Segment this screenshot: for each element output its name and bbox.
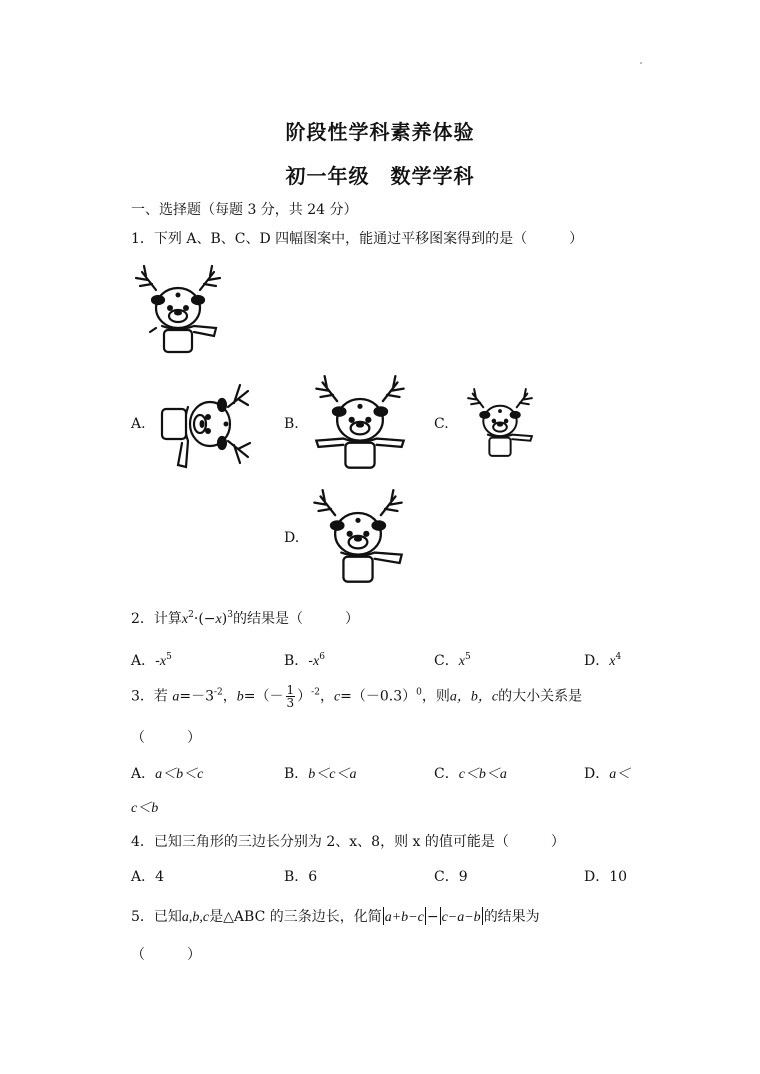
q3-exp-2: -2 — [311, 687, 320, 698]
question-3-stem — [131, 684, 582, 709]
q3-sep-1: ， — [222, 688, 237, 705]
q2-c-var: x — [458, 654, 465, 669]
q3-b-label: B． — [284, 766, 309, 782]
q3-b-close: ） — [297, 688, 312, 705]
q5-minus: − — [426, 909, 439, 925]
option-b-deer-image — [308, 372, 412, 476]
q5-vars: a,b,c — [181, 910, 210, 925]
q5-tail: 的结果为 — [483, 909, 540, 925]
q5-abs-1: a+b−c — [384, 910, 424, 925]
q1-option-c-label: C. — [434, 416, 449, 432]
q2-exp-3: 3 — [227, 610, 233, 620]
q5-prefix: 5．已知 — [131, 909, 182, 925]
q2-tail: 的结果是（ ） — [232, 611, 359, 627]
q3-d-expr: a＜ — [609, 767, 631, 782]
abs-bar-right — [425, 907, 426, 925]
q3-exp-1: -2 — [214, 687, 223, 698]
q1-option-a-label: A. — [131, 416, 146, 432]
q2-b-var: x — [313, 654, 320, 669]
q2-a-exp: 5 — [166, 652, 172, 662]
q2-b-sign: - — [308, 653, 314, 669]
q2-a-label: A． — [131, 653, 156, 669]
q2-b-exp: 6 — [319, 652, 325, 662]
q3-c-label: C． — [434, 766, 459, 782]
q5-answer-paren: （ ） — [131, 947, 201, 963]
q3-var-c: c — [333, 689, 341, 705]
abs-bar-right-2 — [482, 907, 483, 925]
page-subtitle: 初一年级 数学学科 — [285, 164, 475, 188]
q3-option-c — [434, 763, 507, 783]
q2-a-var: x — [159, 654, 167, 669]
q3-c-value: =（－0.3） — [340, 688, 417, 705]
q4-option-a: A．4 — [131, 869, 165, 885]
q3-option-b — [284, 763, 357, 783]
q2-d-var: x — [609, 654, 616, 669]
q3-fraction — [286, 684, 296, 709]
q3-a-label: A． — [131, 766, 156, 782]
question-1-stem: 1．下列 A、B、C、D 四幅图案中，能通过平移图案得到的是（ ） — [131, 231, 584, 247]
option-d-deer-image — [306, 486, 410, 590]
q3-a-value: =－3 — [179, 688, 214, 705]
q3-answer-paren: （ ） — [131, 730, 201, 746]
question-2-stem — [131, 608, 359, 628]
q2-option-c — [434, 650, 471, 670]
abs-bar-left-2 — [440, 907, 441, 925]
q1-option-b-label: B. — [284, 416, 299, 432]
q2-option-b — [284, 650, 325, 670]
q2-c-exp: 5 — [464, 652, 471, 662]
q3-var-b: b — [236, 689, 244, 705]
reference-deer-image — [128, 262, 228, 362]
q4-option-b: B．6 — [284, 869, 318, 885]
q3-d-label: D． — [584, 766, 610, 782]
q3-option-d-wrap: c＜b — [131, 801, 159, 816]
abs-bar-left — [383, 907, 384, 925]
q2-option-a — [131, 650, 172, 670]
question-5-stem — [131, 906, 540, 926]
q3-b-expr: b＜c＜a — [308, 767, 357, 782]
q1-option-d-label: D. — [284, 530, 300, 546]
q2-b-label: B． — [284, 653, 309, 669]
q3-tail: 的大小关系是 — [498, 688, 583, 705]
option-a-deer-image — [152, 377, 256, 473]
q3-then: ，则 — [421, 688, 450, 705]
q3-frac-num: 1 — [286, 683, 295, 697]
q3-a-expr: a＜b＜c — [155, 767, 204, 782]
q3-prefix: 3．若 — [131, 688, 173, 705]
q2-close-paren: ) — [221, 611, 228, 627]
q2-var-x: x — [181, 612, 189, 627]
q3-var-a: a — [172, 689, 180, 705]
q4-option-c: C．9 — [434, 869, 468, 885]
q2-d-label: D． — [584, 653, 610, 669]
section-heading: 一、选择题（每题 3 分，共 24 分） — [131, 202, 358, 218]
page-title: 阶段性学科素养体验 — [285, 120, 475, 144]
q3-b-open: =（－ — [243, 688, 284, 705]
q2-a-sign: - — [155, 653, 160, 669]
q3-option-a — [131, 763, 203, 783]
q3-abc: a，b，c — [449, 689, 499, 705]
option-c-deer-image — [462, 386, 538, 462]
q2-d-exp: 4 — [615, 652, 622, 662]
q2-dot: ·(− — [193, 611, 216, 627]
q3-frac-den: 3 — [286, 696, 295, 710]
q2-var-x2: x — [215, 612, 222, 627]
q3-exp-3: 0 — [416, 687, 422, 698]
scan-speck — [640, 62, 642, 64]
q5-abs-2: c−a−b — [441, 910, 481, 925]
q5-middle: 是△ABC 的三条边长，化简 — [209, 909, 382, 925]
q2-c-label: C． — [434, 653, 459, 669]
question-4-stem: 4．已知三角形的三边长分别为 2、x、8，则 x 的值可能是（ ） — [131, 834, 565, 850]
q2-prefix: 2．计算 — [131, 611, 182, 627]
q3-option-d — [584, 763, 630, 783]
q4-option-d: D．10 — [584, 869, 628, 885]
q2-exp-2: 2 — [188, 610, 194, 620]
q3-c-expr: c＜b＜a — [458, 767, 507, 782]
q2-option-d — [584, 650, 621, 670]
q3-sep-2: ， — [319, 688, 334, 705]
